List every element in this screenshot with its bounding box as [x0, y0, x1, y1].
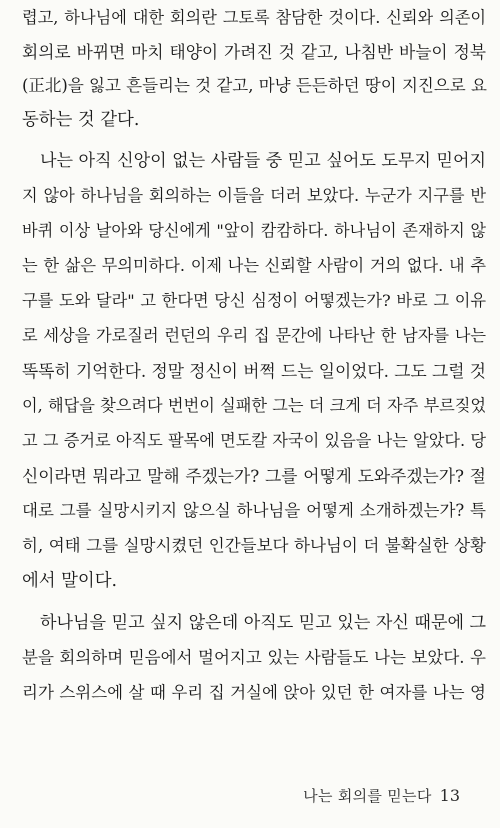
- text-line: 로 세상을 가로질러 런던의 우리 집 문간에 나타난 한 남자를 나는: [22, 326, 486, 345]
- text-line: 지 않아 하나님을 회의하는 이들을 더러 보았다. 누군가 지구를 반: [22, 186, 486, 205]
- text-line: (正北)을 잃고 흔들리는 것 같고, 마냥 든든하던 땅이 지진으로 요: [22, 76, 487, 95]
- text-line: 이, 해답을 찾으려다 번번이 실패한 그는 더 크게 더 자주 부르짖었: [22, 396, 486, 415]
- text-line: 회의로 바뀌면 마치 태양이 가려진 것 같고, 나침반 바늘이 정북: [22, 42, 486, 62]
- text-line: 동하는 것 같다.: [22, 110, 140, 130]
- text-line: 리가 스위스에 살 때 우리 집 거실에 앉아 있던 한 여자를 나는 영: [22, 683, 486, 702]
- page-footer: [303, 788, 460, 804]
- page-number: 13: [439, 786, 460, 805]
- text-line: 신이라면 뭐라고 말해 주겠는가? 그를 어떻게 도와주겠는가? 절: [22, 466, 486, 486]
- text-line: 에서 말이다.: [22, 571, 118, 591]
- running-title: 나는 회의를 믿는다: [303, 787, 432, 805]
- text-line: 하나님을 믿고 싶지 않은데 아직도 믿고 있는 자신 때문에 그: [40, 613, 486, 633]
- text-line: 분을 회의하며 믿음에서 멀어지고 있는 사람들도 나는 보았다. 우: [22, 648, 486, 667]
- text-line: 똑똑히 기억한다. 정말 정신이 버쩍 드는 일이었다. 그도 그럴 것: [22, 361, 486, 381]
- text-line: 나는 아직 신앙이 없는 사람들 중 믿고 싶어도 도무지 믿어지: [40, 151, 486, 171]
- text-line: 는 한 삶은 무의미하다. 이제 나는 신뢰할 사람이 거의 없다. 내 추: [22, 256, 486, 275]
- text-line: 대로 그를 실망시키지 않으실 하나님을 어떻게 소개하겠는가? 특: [22, 501, 486, 520]
- text-line: 바퀴 이상 날아와 당신에게 "앞이 캄캄하다. 하나님이 존재하지 않: [22, 221, 486, 240]
- text-line: 히, 여태 그를 실망시켰던 인간들보다 하나님이 더 불확실한 상황: [22, 536, 486, 555]
- text-line: 고 그 증거로 아직도 팔목에 면도칼 자국이 있음을 나는 알았다. 당: [22, 431, 486, 450]
- text-line: 구를 도와 달라" 고 한다면 당신 심정이 어떻겠는가? 바로 그 이유: [22, 291, 486, 310]
- text-line: 렵고, 하나님에 대한 회의란 그토록 참담한 것이다. 신뢰와 의존이: [22, 8, 486, 27]
